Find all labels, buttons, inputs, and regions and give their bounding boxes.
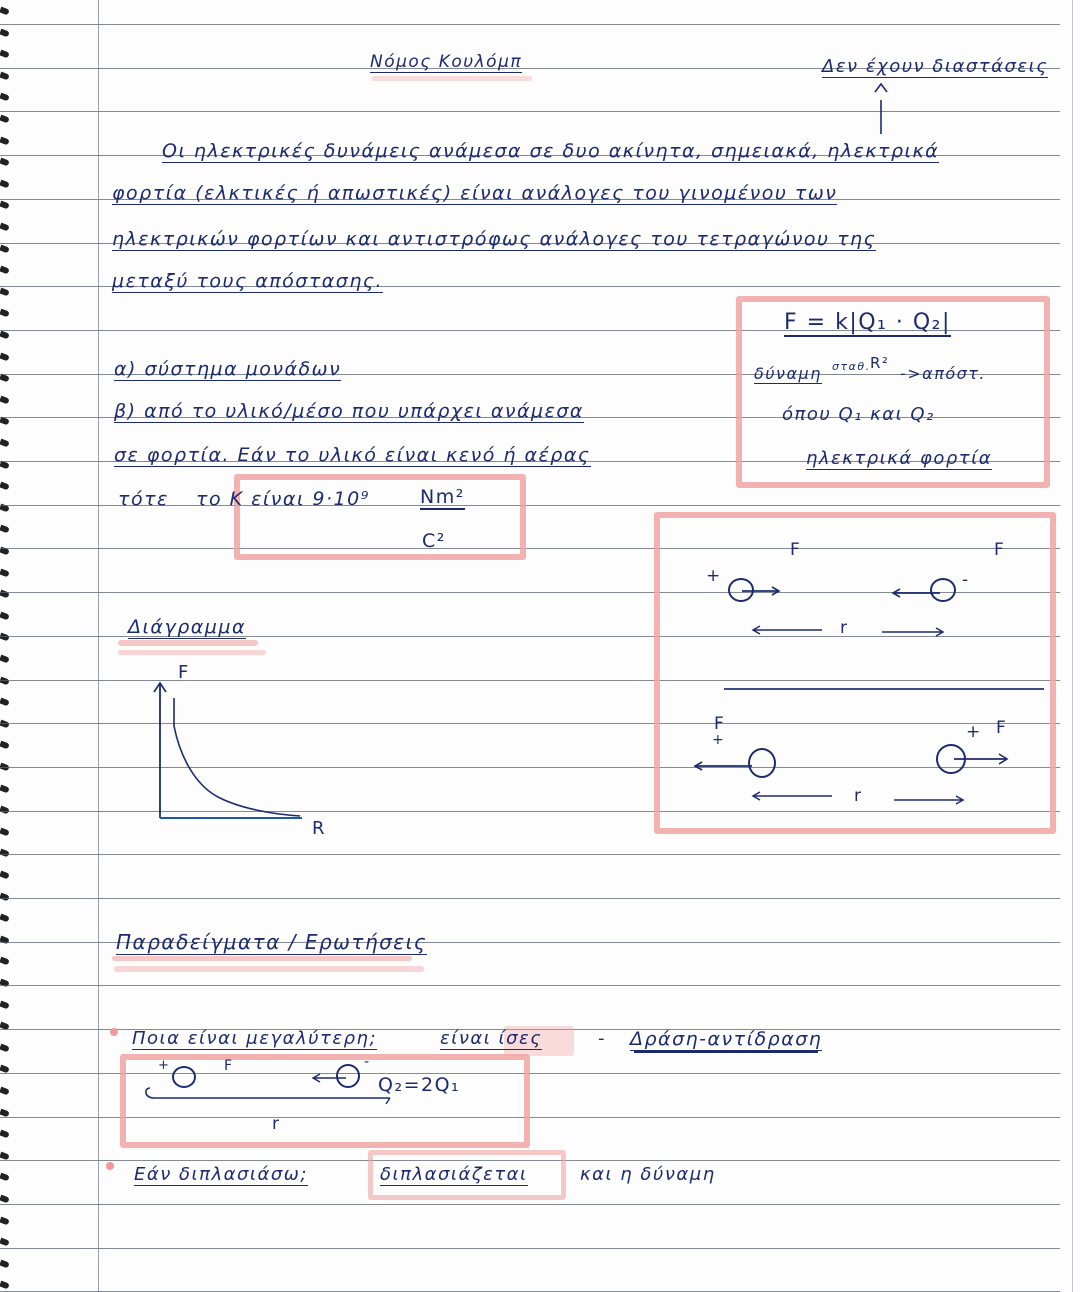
bullet-icon bbox=[106, 1162, 114, 1170]
unit-numerator: Nm² bbox=[420, 486, 465, 508]
spiral-ring bbox=[0, 785, 10, 794]
spiral-ring bbox=[0, 353, 10, 362]
label-distance: ->απόστ. bbox=[900, 364, 987, 383]
negative-charge-icon bbox=[930, 578, 956, 602]
spiral-ring bbox=[0, 698, 10, 707]
exercises-heading-highlight bbox=[114, 966, 424, 972]
paragraph-line-3: ηλεκτρικών φορτίων και αντιστρόφως ανάλογες του τετραγώνου της bbox=[112, 228, 877, 250]
arrow-left-icon bbox=[694, 760, 754, 774]
positive-charge-icon bbox=[748, 748, 776, 778]
charge-sign: + bbox=[706, 566, 721, 586]
constant-value: το Κ είναι 9·10⁹ bbox=[196, 488, 370, 510]
spiral-ring bbox=[0, 72, 10, 81]
unit-denominator: C² bbox=[422, 530, 446, 552]
spiral-ring bbox=[0, 1044, 10, 1053]
charge-relation: Q₂=2Q₁ bbox=[378, 1074, 461, 1096]
spiral-ring bbox=[0, 482, 10, 491]
force-label: F bbox=[996, 718, 1006, 738]
spiral-ring bbox=[0, 1087, 10, 1096]
spiral-ring bbox=[0, 7, 10, 16]
answer-1: είναι ίσες bbox=[440, 1028, 543, 1049]
spiral-ring bbox=[0, 633, 10, 642]
spiral-ring bbox=[0, 266, 10, 275]
distance-arrow-icon bbox=[752, 790, 972, 806]
spiral-ring bbox=[0, 245, 10, 254]
bullet-icon bbox=[110, 1028, 118, 1036]
ruled-line bbox=[0, 854, 1060, 855]
distance-label: r bbox=[272, 1114, 279, 1134]
margin-line bbox=[98, 0, 99, 1292]
spiral-ring bbox=[0, 288, 10, 297]
spiral-ring bbox=[0, 1217, 10, 1226]
spiral-ring bbox=[0, 396, 10, 405]
ruled-line bbox=[0, 111, 1060, 112]
exercises-heading-highlight bbox=[112, 956, 412, 961]
note-b-line-3-prefix: τότε bbox=[118, 488, 169, 510]
paragraph-line-2: φορτία (ελκτικές ή απωστικές) είναι ανάλογες του γινομένου των bbox=[112, 182, 838, 204]
spiral-ring bbox=[0, 590, 10, 599]
formula-text: F = k|Q₁ · Q₂| bbox=[784, 310, 951, 335]
title-highlight bbox=[372, 76, 532, 81]
spiral-ring bbox=[0, 849, 10, 858]
charge-sign: + bbox=[966, 722, 981, 742]
spiral-ring bbox=[0, 655, 10, 664]
question-1: Ποια είναι μεγαλύτερη; bbox=[132, 1028, 378, 1049]
charge-sign: + bbox=[158, 1058, 169, 1073]
graph-heading-highlight bbox=[118, 650, 266, 655]
formula-where: όπου Q₁ και Q₂ bbox=[782, 404, 935, 425]
answer-2: διπλασιάζεται bbox=[380, 1164, 528, 1185]
page-edge bbox=[1072, 0, 1073, 1292]
ruled-line bbox=[0, 1204, 1060, 1205]
ruled-line bbox=[0, 24, 1060, 25]
label-force: δύναμη bbox=[754, 364, 822, 383]
graph-y-label: F bbox=[178, 662, 189, 683]
spiral-ring bbox=[0, 1281, 10, 1290]
spiral-ring bbox=[0, 309, 10, 318]
spiral-ring bbox=[0, 115, 10, 124]
spiral-ring bbox=[0, 720, 10, 729]
spiral-ring bbox=[0, 1001, 10, 1010]
spiral-ring bbox=[0, 677, 10, 686]
spiral-ring bbox=[0, 936, 10, 945]
page-title: Νόμος Κουλόμπ bbox=[370, 52, 523, 72]
distance-line-icon bbox=[140, 1086, 400, 1126]
label-constant: σταθ. bbox=[832, 360, 871, 373]
spiral-ring bbox=[0, 137, 10, 146]
spiral-ring bbox=[0, 741, 10, 750]
note-b-line-2: σε φορτία. Εάν το υλικό είναι κενό ή αέρας bbox=[114, 444, 591, 466]
ruled-line bbox=[0, 1248, 1060, 1249]
spiral-ring bbox=[0, 871, 10, 880]
spiral-ring bbox=[0, 612, 10, 621]
spiral-ring bbox=[0, 50, 10, 59]
spiral-ring bbox=[0, 525, 10, 534]
spiral-ring bbox=[0, 569, 10, 578]
spiral-ring bbox=[0, 979, 10, 988]
force-label: F bbox=[790, 540, 800, 560]
distance-label: r bbox=[854, 786, 861, 806]
spiral-ring bbox=[0, 914, 10, 923]
answer-dash: - bbox=[598, 1028, 606, 1049]
spiral-ring bbox=[0, 1238, 10, 1247]
graph-heading-highlight bbox=[118, 640, 258, 646]
exercises-heading: Παραδείγματα / Ερωτήσεις bbox=[116, 930, 428, 954]
force-label: F bbox=[224, 1058, 233, 1074]
spiral-ring bbox=[0, 331, 10, 340]
note-b-line-1: β) από το υλικό/μέσο που υπάρχει ανάμεσα bbox=[114, 400, 584, 422]
action-reaction-note: Δράση-αντίδραση bbox=[630, 1028, 823, 1050]
side-note: Δεν έχουν διαστάσεις bbox=[822, 56, 1049, 77]
paragraph-line-4: μεταξύ τους απόστασης. bbox=[112, 270, 384, 292]
up-arrow-icon bbox=[872, 80, 892, 136]
spiral-ring bbox=[0, 180, 10, 189]
spiral-ring bbox=[0, 1130, 10, 1139]
arrow-right-icon bbox=[954, 752, 1010, 766]
negative-charge-icon bbox=[336, 1064, 360, 1088]
diagram-divider bbox=[724, 688, 1044, 690]
charge-sign: - bbox=[364, 1054, 370, 1070]
spiral-ring bbox=[0, 201, 10, 210]
force-label: F bbox=[994, 540, 1004, 560]
spiral-ring bbox=[0, 828, 10, 837]
formula-denominator: R² bbox=[870, 354, 890, 372]
inverse-square-graph bbox=[140, 676, 320, 826]
spiral-ring bbox=[0, 223, 10, 232]
formula-charges: ηλεκτρικά φορτία bbox=[806, 448, 993, 469]
ruled-line bbox=[0, 985, 1060, 986]
spiral-ring bbox=[0, 1173, 10, 1182]
constant-box bbox=[234, 474, 526, 560]
graph-heading: Διάγραμμα bbox=[128, 616, 246, 638]
spiral-ring bbox=[0, 957, 10, 966]
spiral-ring bbox=[0, 893, 10, 902]
answer-2-rest: και η δύναμη bbox=[580, 1164, 716, 1185]
spiral-ring bbox=[0, 158, 10, 167]
force-label: F bbox=[714, 714, 724, 734]
distance-arrow-icon bbox=[752, 622, 952, 638]
spiral-ring bbox=[0, 93, 10, 102]
distance-label: r bbox=[840, 618, 847, 638]
positive-charge-icon bbox=[172, 1066, 196, 1088]
graph-x-label: R bbox=[312, 818, 325, 839]
note-a: α) σύστημα μονάδων bbox=[114, 358, 342, 380]
paragraph-line-1: Οι ηλεκτρικές δυνάμεις ανάμεσα σε δυο ακίνητα, σημειακά, ηλεκτρικά bbox=[162, 140, 940, 162]
spiral-ring bbox=[0, 806, 10, 815]
question-2: Εάν διπλασιάσω; bbox=[134, 1164, 308, 1185]
arrow-right-icon bbox=[742, 584, 782, 598]
coulomb-formula bbox=[784, 310, 951, 335]
spiral-ring bbox=[0, 439, 10, 448]
spiral-ring bbox=[0, 1260, 10, 1269]
spiral-ring bbox=[0, 1195, 10, 1204]
spiral-ring bbox=[0, 29, 10, 38]
charge-sign: + bbox=[712, 732, 724, 748]
charge-sign: - bbox=[962, 570, 969, 590]
ruled-line bbox=[0, 898, 1060, 899]
